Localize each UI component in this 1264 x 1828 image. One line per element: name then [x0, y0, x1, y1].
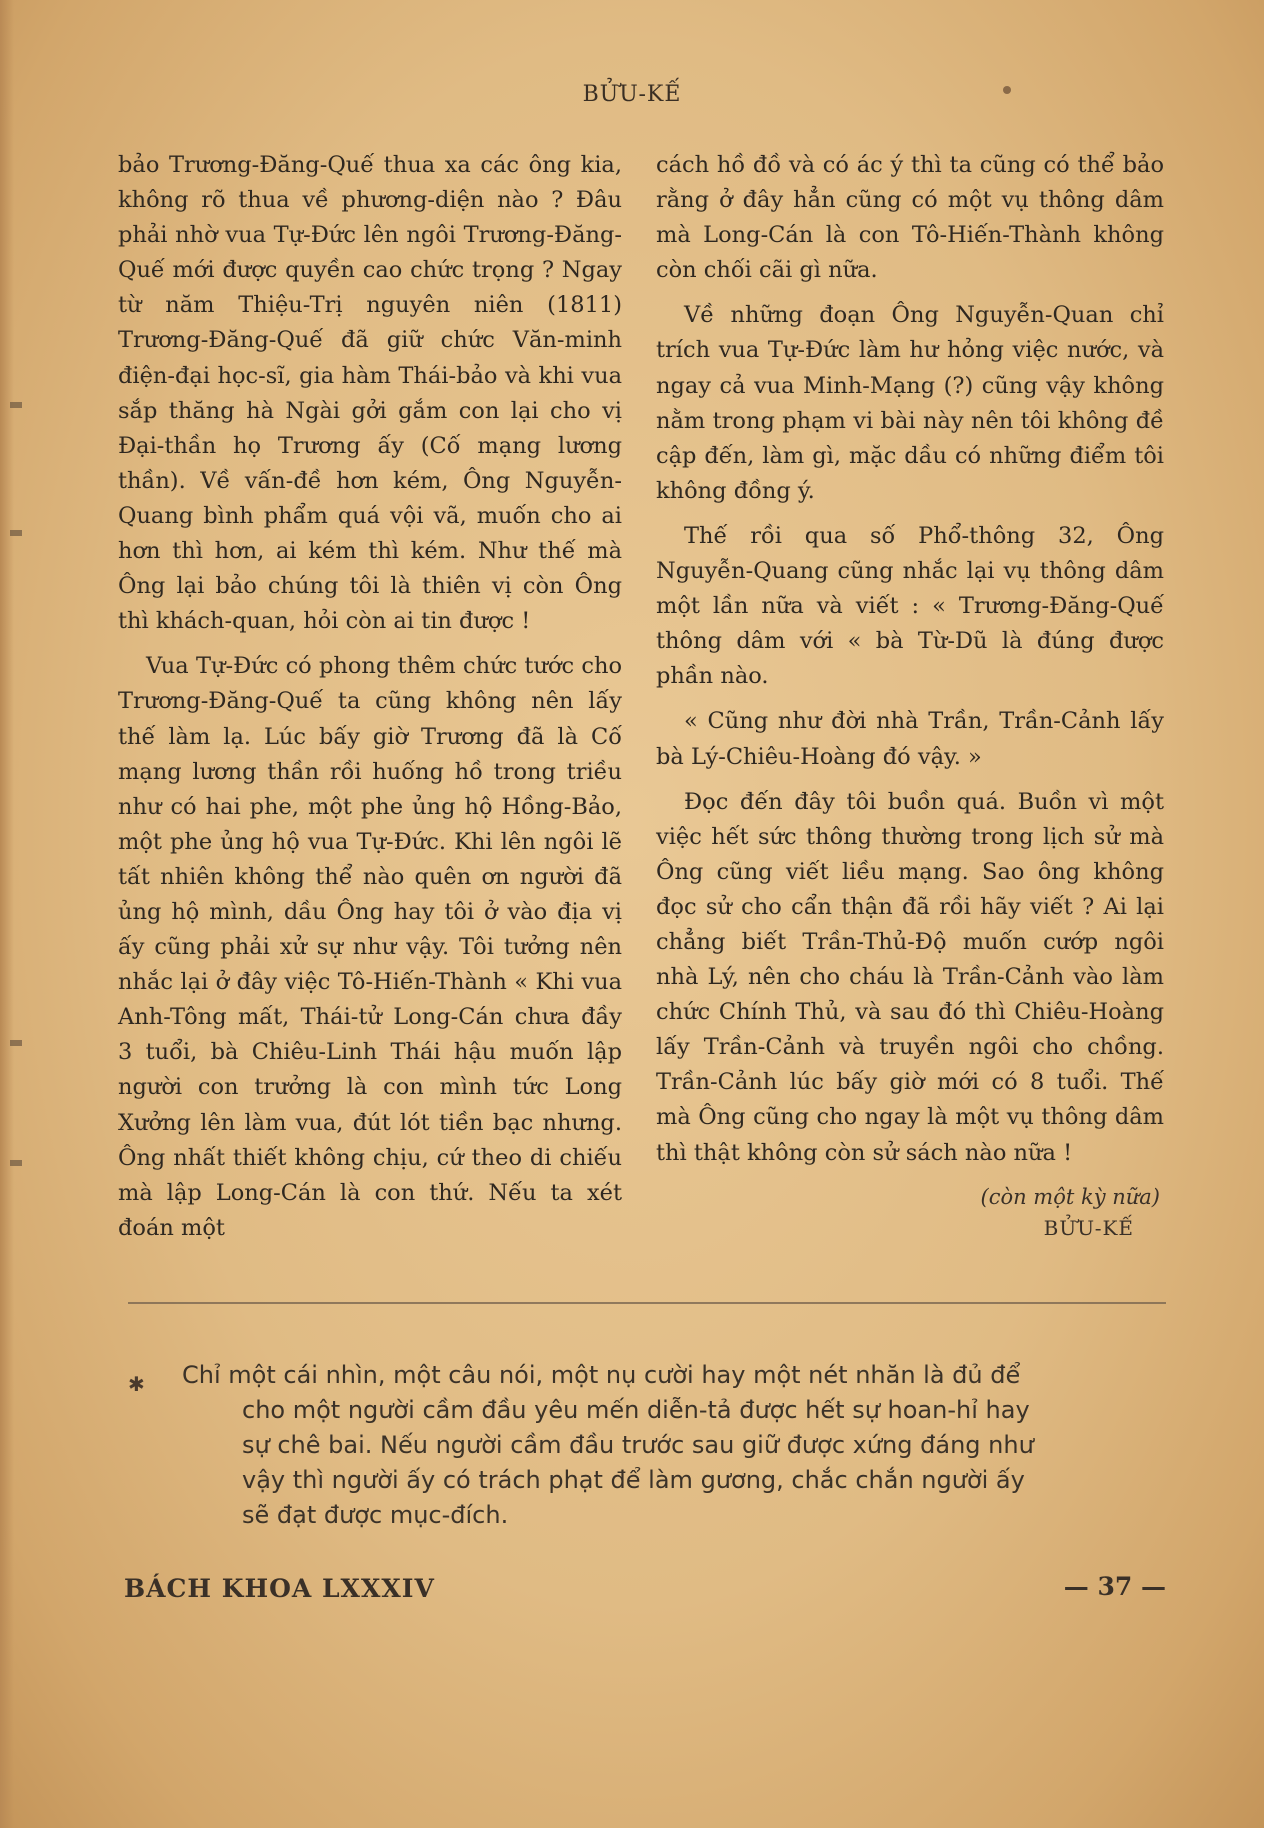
quote-box	[182, 1358, 1168, 1533]
quote-line: cho một người cầm đầu yêu mến diễn-tả được hết sự hoan-hỉ hay	[242, 1396, 1030, 1424]
binding-mark	[10, 402, 22, 408]
quote-line: vậy thì người ấy có trách phạt để làm gương, chắc chắn người ấy	[242, 1466, 1025, 1494]
quote-line: sẽ đạt được mục-đích.	[242, 1501, 509, 1529]
ink-dot	[1003, 86, 1011, 94]
body-paragraph: Vua Tự-Đức có phong thêm chức tước cho Trương-Đăng-Quế ta cũng không nên lấy thế làm lạ. Lúc bấy giờ Trương đã là Cố mạng lương thần rồi huống hồ trong triều như có hai phe, một phe ủng hộ Hồng-Bảo, một phe ủng hộ vua Tự-Đức. Khi lên ngôi lẽ tất nhiên không thể nào quên ơn người đã ủng hộ mình, dầu Ông hay tôi ở vào địa vị ấy cũng phải xử sự như vậy. Tôi tưởng nên nhắc lại ở đây việc Tô-Hiến-Thành « Khi vua Anh-Tông mất, Thái-tử Long-Cán chưa đầy 3 tuổi, bà Chiêu-Linh Thái hậu muốn lập người con trưởng là con mình tức Long Xưởng lên làm vua, đút lót tiền bạc nhưng. Ông nhất thiết không chịu, cứ theo di chiếu mà lập Long-Cán là con thứ. Nếu ta xét đoán một	[118, 653, 622, 1241]
page-edge-shadow	[0, 0, 14, 1828]
body-paragraph: « Cũng như đời nhà Trần, Trần-Cảnh lấy bà Lý-Chiêu-Hoàng đó vậy. »	[656, 708, 1164, 770]
binding-mark	[10, 530, 22, 536]
author-signature: BỬU-KẾ	[1043, 1215, 1134, 1240]
quote-line: sự chê bai. Nếu người cầm đầu trước sau giữ được xứng đáng như	[242, 1431, 1034, 1459]
body-paragraph: Về những đoạn Ông Nguyễn-Quan chỉ trích vua Tự-Đức làm hư hỏng việc nước, và ngay cả vua Minh-Mạng (?) cũng vậy không nằm trong phạm vi bài này nên tôi không đề cập đến, làm gì, mặc dầu có những điểm tôi không đồng ý.	[656, 302, 1164, 504]
section-divider	[128, 1302, 1166, 1304]
body-paragraph: bảo Trương-Đăng-Quế thua xa các ông kia, không rõ thua về phương-diện nào ? Đâu phải nhờ vua Tự-Đức lên ngôi Trương-Đăng-Quế mới được quyền cao chức trọng ? Ngay từ năm Thiệu-Trị nguyên niên (1811) Trương-Đăng-Quế đã giữ chức Văn-minh điện-đại học-sĩ, gia hàm Thái-bảo và khi vua sắp thăng hà Ngài gởi gắm con lại cho vị Đại-thần họ Trương ấy (Cố mạng lương thần). Về vấn-đề hơn kém, Ông Nguyễn-Quang bình phẩm quá vội vã, muốn cho ai hơn thì hơn, ai kém thì kém. Như thế mà Ông lại bảo chúng tôi là thiên vị còn Ông thì khách-quan, hỏi còn ai tin được !	[118, 152, 622, 635]
star-bullet-icon: ✱	[128, 1372, 145, 1396]
page-number: — 37 —	[1063, 1572, 1166, 1601]
running-head: BỬU-KẾ	[582, 82, 682, 107]
continued-note: (còn một kỳ nữa)	[980, 1184, 1160, 1209]
right-column	[656, 148, 1164, 1243]
body-paragraph: Đọc đến đây tôi buồn quá. Buồn vì một việc hết sức thông thường trong lịch sử mà Ông cũng viết liều mạng. Sao ông không đọc sử cho cẩn thận đã rồi hãy viết ? Ai lại chẳng biết Trần-Thủ-Độ muốn cướp ngôi nhà Lý, nên cho cháu là Trần-Cảnh vào làm chức Chính Thủ, và sau đó thì Chiêu-Hoàng lấy Trần-Cảnh và truyền ngôi cho chồng. Trần-Cảnh lúc bấy giờ mới có 8 tuổi. Thế mà Ông cũng cho ngay là một vụ thông dâm thì thật không còn sử sách nào nữa !	[656, 788, 1164, 1166]
body-paragraph: cách hồ đồ và có ác ý thì ta cũng có thể bảo rằng ở đây hẳn cũng có một vụ thông dâm mà Long-Cán là con Tô-Hiến-Thành không còn chối cãi gì nữa.	[656, 152, 1164, 284]
magazine-title: BÁCH KHOA LXXXIV	[124, 1574, 435, 1603]
body-paragraph: Thế rồi qua số Phổ-thông 32, Ông Nguyễn-Quang cũng nhắc lại vụ thông dâm một lần nữa và viết : « Trương-Đăng-Quế thông dâm với « bà Từ-Dũ là đúng được phần nào.	[656, 522, 1164, 690]
binding-mark	[10, 1040, 22, 1046]
left-column	[118, 148, 622, 1256]
binding-mark	[10, 1160, 22, 1166]
quote-line: Chỉ một cái nhìn, một câu nói, một nụ cười hay một nét nhăn là đủ để	[182, 1361, 1021, 1389]
